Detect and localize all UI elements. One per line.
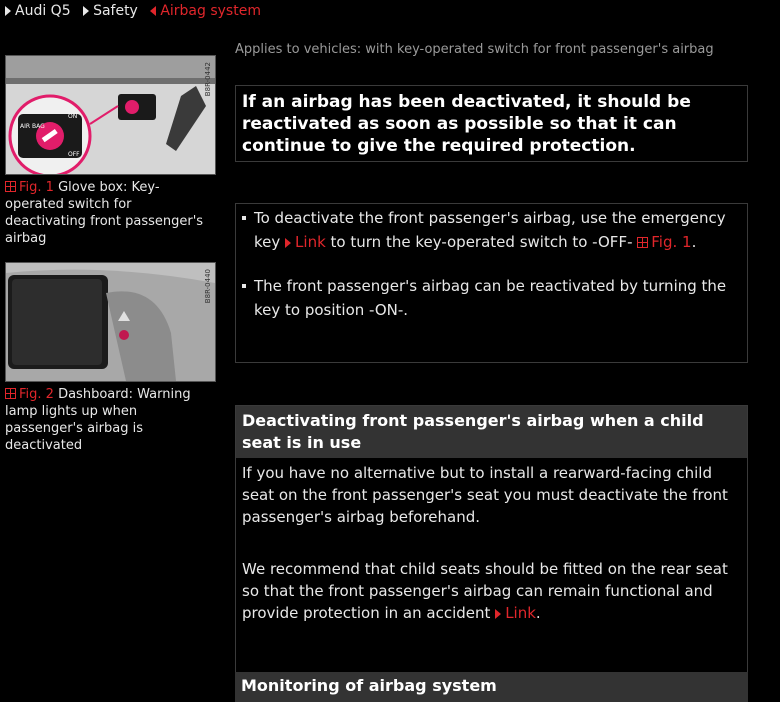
emergency-key-link[interactable]: Link [285,233,326,251]
arrow-left-icon [150,6,156,16]
child-seat-heading: Deactivating front passenger's airbag when a child seat is in use [236,406,747,458]
figure-icon [637,237,648,248]
dashboard-illustration [6,263,215,381]
child-seat-para-1: If you have no alternative but to install a rearward-facing child seat on the front passenger's seat you must deactivate the front passenger's airbag beforehand. [242,464,728,526]
figure-2 [5,262,215,454]
breadcrumb-item-safety[interactable]: Safety [83,3,138,19]
figure-1-caption: Fig. 1 Glove box: Key-operated switch for deactivating front passenger's airbag [5,180,204,246]
arrow-right-icon [5,6,11,16]
list-item: To deactivate the front passenger's airbag, use the emergency key Link to turn the key-operated switch to -OFF- Fig. 1. [242,206,741,254]
svg-text:ON: ON [68,113,78,120]
arrow-right-icon [495,609,501,619]
breadcrumb-current: Airbag system [150,3,261,19]
arrow-right-icon [285,238,291,248]
figure-1-image[interactable] [5,55,216,175]
arrow-right-icon [83,6,89,16]
warning-text: If an airbag has been deactivated, it should be reactivated as soon as possible so that it can continue to give the required protection. [242,92,691,156]
applies-to-note: Applies to vehicles: with key-operated switch for front passenger's airbag [235,42,714,57]
list-item: The front passenger's airbag can be reactivated by turning the key to position -ON-. [242,274,741,322]
figure-1-label[interactable]: Fig. 1 [5,180,54,195]
figure-1-code: B8R-0442 [204,62,212,97]
instruction-list [242,206,741,322]
breadcrumb-item-audi-q5[interactable]: Audi Q5 [5,3,71,19]
figure-icon [5,388,16,399]
child-seat-para-2: We recommend that child seats should be fitted on the rear seat so that the front passenger's airbag can remain functional and provide protection in an accident Link. [242,560,728,622]
breadcrumb [5,3,269,19]
monitoring-heading: Monitoring of airbag system [235,672,748,702]
child-seat-section [235,405,748,692]
accident-link[interactable]: Link [495,604,536,622]
figure-2-caption: Fig. 2 Dashboard: Warning lamp lights up when passenger's airbag is deactivated [5,387,191,453]
svg-text:OFF: OFF [68,151,80,158]
figure-2-image[interactable] [5,262,216,382]
child-seat-body [236,458,747,628]
warning-box [235,85,748,162]
figure-icon [5,181,16,192]
figure-2-code: B8R-0440 [204,269,212,304]
fig-1-link[interactable]: Fig. 1 [637,233,691,251]
instructions-box [235,203,748,363]
svg-text:AIR BAG: AIR BAG [20,123,45,130]
figure-2-label[interactable]: Fig. 2 [5,387,54,402]
figure-1 [5,55,215,247]
glove-box-illustration [6,56,215,174]
